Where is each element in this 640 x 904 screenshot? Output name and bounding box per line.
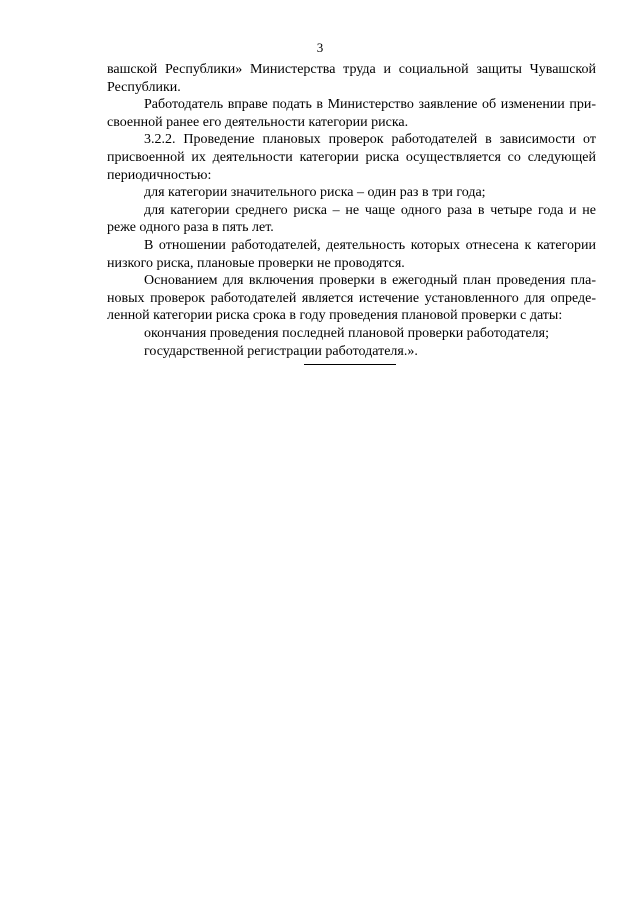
text-line: новых проверок работодателей является истечение установленного для опреде-: [107, 290, 596, 306]
text-line: Работодатель вправе подать в Министерство заявление об изменении при-: [144, 97, 596, 113]
text-line: окончания проведения последней плановой проверки работодателя;: [144, 325, 549, 341]
text-line: вашской Республики» Министерства труда и социальной защиты Чувашской: [107, 62, 596, 77]
text-line: периодичностью:: [107, 167, 212, 183]
document-body: [107, 61, 596, 360]
text-line: Республики.: [107, 79, 181, 95]
page-number: 3: [316, 40, 324, 55]
text-line: В отношении работодателей, деятельность которых отнесена к категории: [144, 237, 596, 253]
text-line: для категории среднего риска – не чаще одного раза в четыре года и не: [144, 202, 596, 218]
text-line: реже одного раза в пять лет.: [107, 220, 274, 236]
text-line: государственной регистрации работодателя.».: [144, 343, 418, 359]
text-line: для категории значительного риска – один раз в три года;: [144, 185, 486, 201]
text-line: Основанием для включения проверки в ежегодный план проведения пла-: [144, 273, 596, 289]
text-line: ленной категории риска срока в году проведения плановой проверки с даты:: [107, 308, 563, 324]
text-line: своенной ранее его деятельности категории риска.: [107, 114, 409, 130]
closing-rule: [304, 364, 396, 365]
text-line: 3.2.2. Проведение плановых проверок работодателей в зависимости от: [144, 132, 596, 148]
text-line: присвоенной их деятельности категории риска осуществляется со следующей: [107, 149, 596, 165]
text-line: низкого риска, плановые проверки не проводятся.: [107, 255, 405, 271]
